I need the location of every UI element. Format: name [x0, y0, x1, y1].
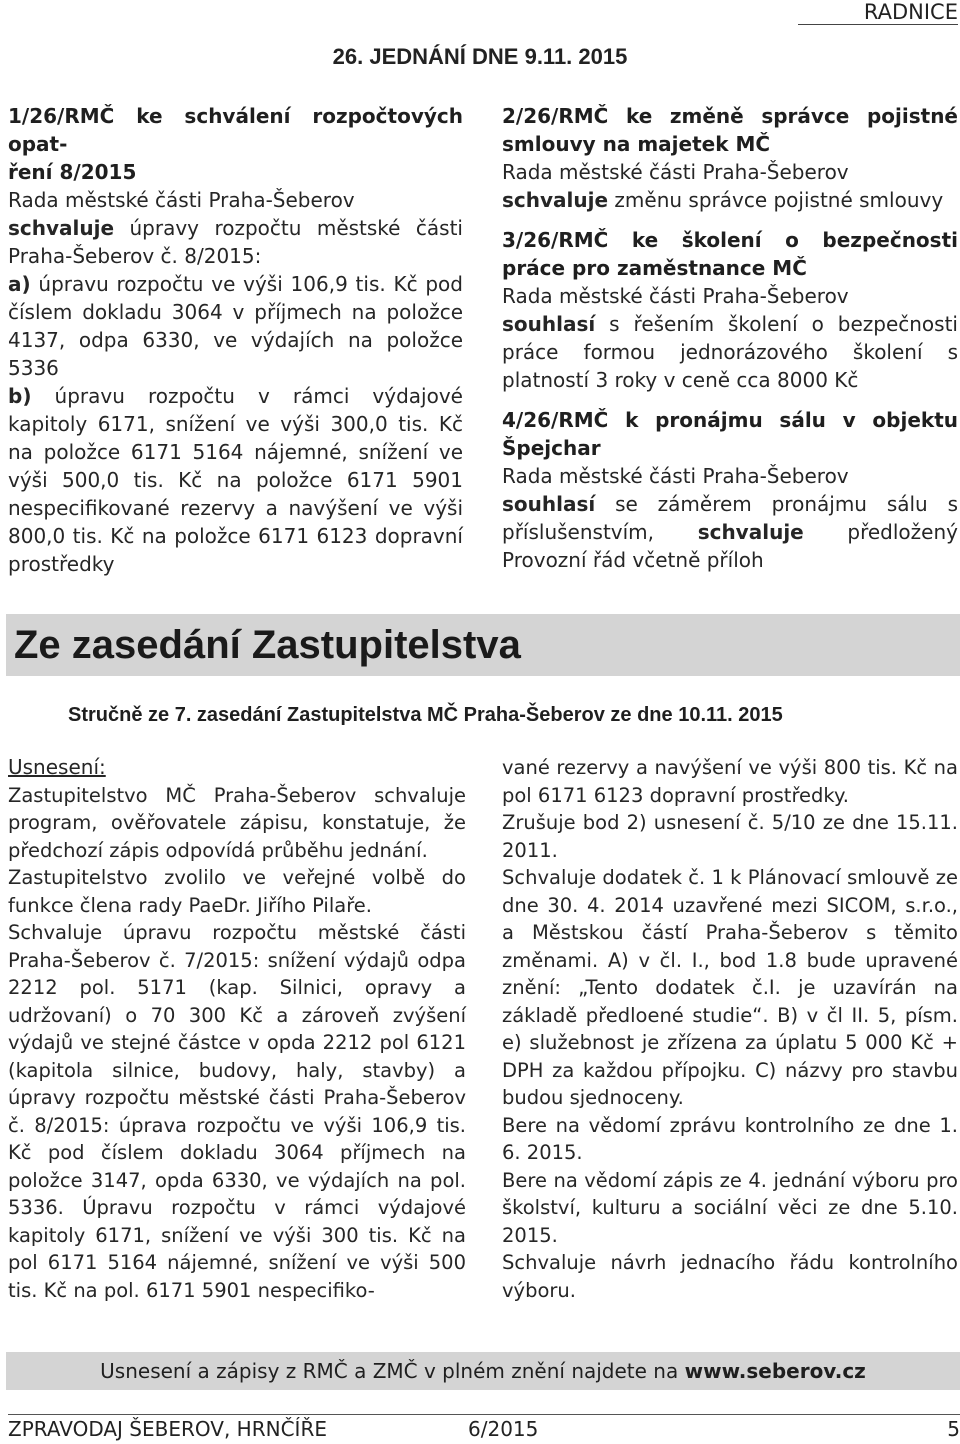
footer-notice	[6, 1352, 960, 1390]
zast-right-paragraph: Bere na vědomí zápis ze 4. jednání výboru pro školství, kulturu a sociální věci ze dne 5.10. 2015.	[502, 1168, 958, 1247]
zast-right-paragraph: vané rezervy a navýšení ve výši 800 tis. Kč na pol 6171 6123 dopravní prostředky.	[502, 756, 958, 807]
zast-left-paragraph: Schvaluje úpravu rozpočtu městské části Praha-Šeberov č. 7/2015: snížení výdajů odpa 2212 pol. 5171 (kap. Silnici, opravy a udržovaní) o 70 300 Kč a zároveň zvýšení výdajů ve stejné částce v opda 2212 pol 6121 (kapitola silnice, budovy, haly, stavby) a úpravy rozpočtu městské části Praha-Šeberov č. 8/2015: úprava rozpočtu ve výši 106,9 tis. Kč pod číslem dokladu 3064 příjmech na položce 3147, opda 6330, ve výdajích na pol. 5336. Úpravu rozpočtu v rámci výdajové kapitoly 6171, snížení ve výši 300 tis. Kč na pol 6171 5164 nájemné, snížení ve výši 500 tis. Kč na pol. 6171 5901 nespecifiko-	[8, 921, 466, 1302]
resolution-3-decision	[502, 310, 958, 394]
resolution-4-title: 4/26/RMČ k pronájmu sálu v objektu Špejchar	[502, 408, 958, 460]
resolution-1-decision	[8, 214, 463, 270]
resolution-1-verb-rest: úpravy rozpočtu městské části Praha-Šeberov č. 8/2015:	[8, 216, 463, 268]
resolution-2-verb: schvaluje	[502, 188, 609, 212]
banner-title: Ze zasedání Zastupitelstva	[14, 623, 521, 667]
zast-right-paragraph: Schvaluje dodatek č. 1 k Plánovací smlouvě ze dne 30. 4. 2014 uzavřené mezi SICOM, s.r.o., a Městskou částí Praha-Šeberov s těmito změnami. A) v čl. I., bod 1.8 bude upravené znění: „Tento dodatek č.I. je uzavírán na základě předloené studie“. B) v čl II. 5, písm. e) služebnost je zřízena za úplatu 5 000 Kč + DPH za každou přípojku. C) názvy pro stavbu budou sjednoceny.	[502, 866, 958, 1109]
zastupitelstvo-banner	[6, 614, 960, 676]
brief-title: Stručně ze 7. zasedání Zastupitelstva MČ Praha-Šeberov ze dne 10.11. 2015	[68, 704, 783, 726]
resolution-4-body: Rada městské části Praha-Šeberov	[502, 464, 849, 488]
resolution-1-title-line2: ření 8/2015	[8, 160, 137, 184]
resolution-1-point-a	[8, 270, 463, 382]
resolution-3	[502, 226, 958, 394]
resolution-4-verb: souhlasí	[502, 492, 596, 516]
resolution-1-body: Rada městské části Praha-Šeberov	[8, 188, 355, 212]
point-a-text: úpravu rozpočtu ve výši 106,9 tis. Kč pod číslem dokladu 3064 v příjmech na položce 4137, odpa 6330, ve výdajích na položce 5336	[8, 272, 463, 380]
zast-right-paragraph: Bere na vědomí zprávu kontrolního ze dne 1. 6. 2015.	[502, 1113, 958, 1164]
resolution-4-rest: se záměrem pronájmu sálu s příslušenstvím,	[502, 492, 958, 544]
resolution-2-rest: změnu správce pojistné smlouvy	[608, 188, 944, 212]
session-heading: 26. JEDNÁNÍ DNE 9.11. 2015	[332, 44, 628, 69]
resolution-2	[502, 102, 958, 214]
zast-right-column	[502, 754, 958, 1304]
zast-left-paragraph: Zastupitelstvo zvolilo ve veřejné volbě do funkce člena rady PaeDr. Jiřího Pilaře.	[8, 866, 466, 917]
resolution-1-title-line1: 1/26/RMČ ke schválení rozpočtových opat-	[8, 104, 463, 156]
zast-left-paragraph: Zastupitelstvo MČ Praha-Šeberov schvaluje program, ověřovatele zápisu, konstatuje, že předchozí zápis odpovídá průběhu jednání.	[8, 783, 466, 862]
point-b-text: úpravu rozpočtu v rámci výdajové kapitoly 6171, snížení ve výši 300,0 tis. Kč na položce 6171 5164 nájemné, snížení ve výši 500,0 tis. Kč na položce 6171 5901 nespecifikované rezervy a navýšení ve výši 800,0 tis. Kč na položce 6171 6123 dopravní prostředky	[8, 384, 463, 576]
resolution-3-body: Rada městské části Praha-Šeberov	[502, 284, 849, 308]
resolution-2-title: 2/26/RMČ ke změně správce pojistné smlouvy na majetek MČ	[502, 104, 958, 156]
point-b-key: b)	[8, 384, 32, 408]
rm-right-column	[502, 102, 958, 586]
resolution-1-title	[8, 102, 463, 186]
resolution-4-verb2: schvaluje	[697, 520, 804, 544]
zast-right-paragraph: Schvaluje návrh jednacího řádu kontrolního výboru.	[502, 1251, 958, 1302]
page-footer	[8, 1414, 960, 1443]
resolution-2-body: Rada městské části Praha-Šeberov	[502, 160, 849, 184]
resolution-1-point-b	[8, 382, 463, 578]
resolution-4-rest2: předložený Provozní řád včetně příloh	[502, 520, 958, 572]
section-tag: RADNICE	[798, 0, 958, 25]
footer-notice-text: Usnesení a zápisy z RMČ a ZMČ v plném znění najdete na	[100, 1359, 685, 1383]
resolution-3-rest: s řešením školení o bezpečnosti práce formou jednorázového školení s platností 3 roky v ceně cca 8000 Kč	[502, 312, 958, 392]
zast-left-column	[8, 754, 466, 1304]
resolution-3-title: 3/26/RMČ ke školení o bezpečnosti práce pro zaměstnance MČ	[502, 228, 958, 280]
rm-left-column	[8, 102, 463, 578]
page-number: 5	[947, 1417, 960, 1441]
resolution-2-decision	[502, 186, 958, 214]
zast-right-paragraph: Zrušuje bod 2) usnesení č. 5/10 ze dne 15.11. 2011.	[502, 811, 958, 862]
resolution-3-verb: souhlasí	[502, 312, 596, 336]
publication-name: ZPRAVODAJ ŠEBEROV, HRNČÍŘE	[8, 1417, 327, 1441]
issue-number: 6/2015	[468, 1417, 539, 1441]
footer-url-link[interactable]: www.seberov.cz	[684, 1359, 866, 1383]
resolution-1-verb: schvaluje	[8, 216, 115, 240]
point-a-key: a)	[8, 272, 31, 296]
resolution-4-decision	[502, 490, 958, 574]
resolution-4	[502, 406, 958, 574]
resolution-label: Usnesení:	[8, 755, 106, 779]
